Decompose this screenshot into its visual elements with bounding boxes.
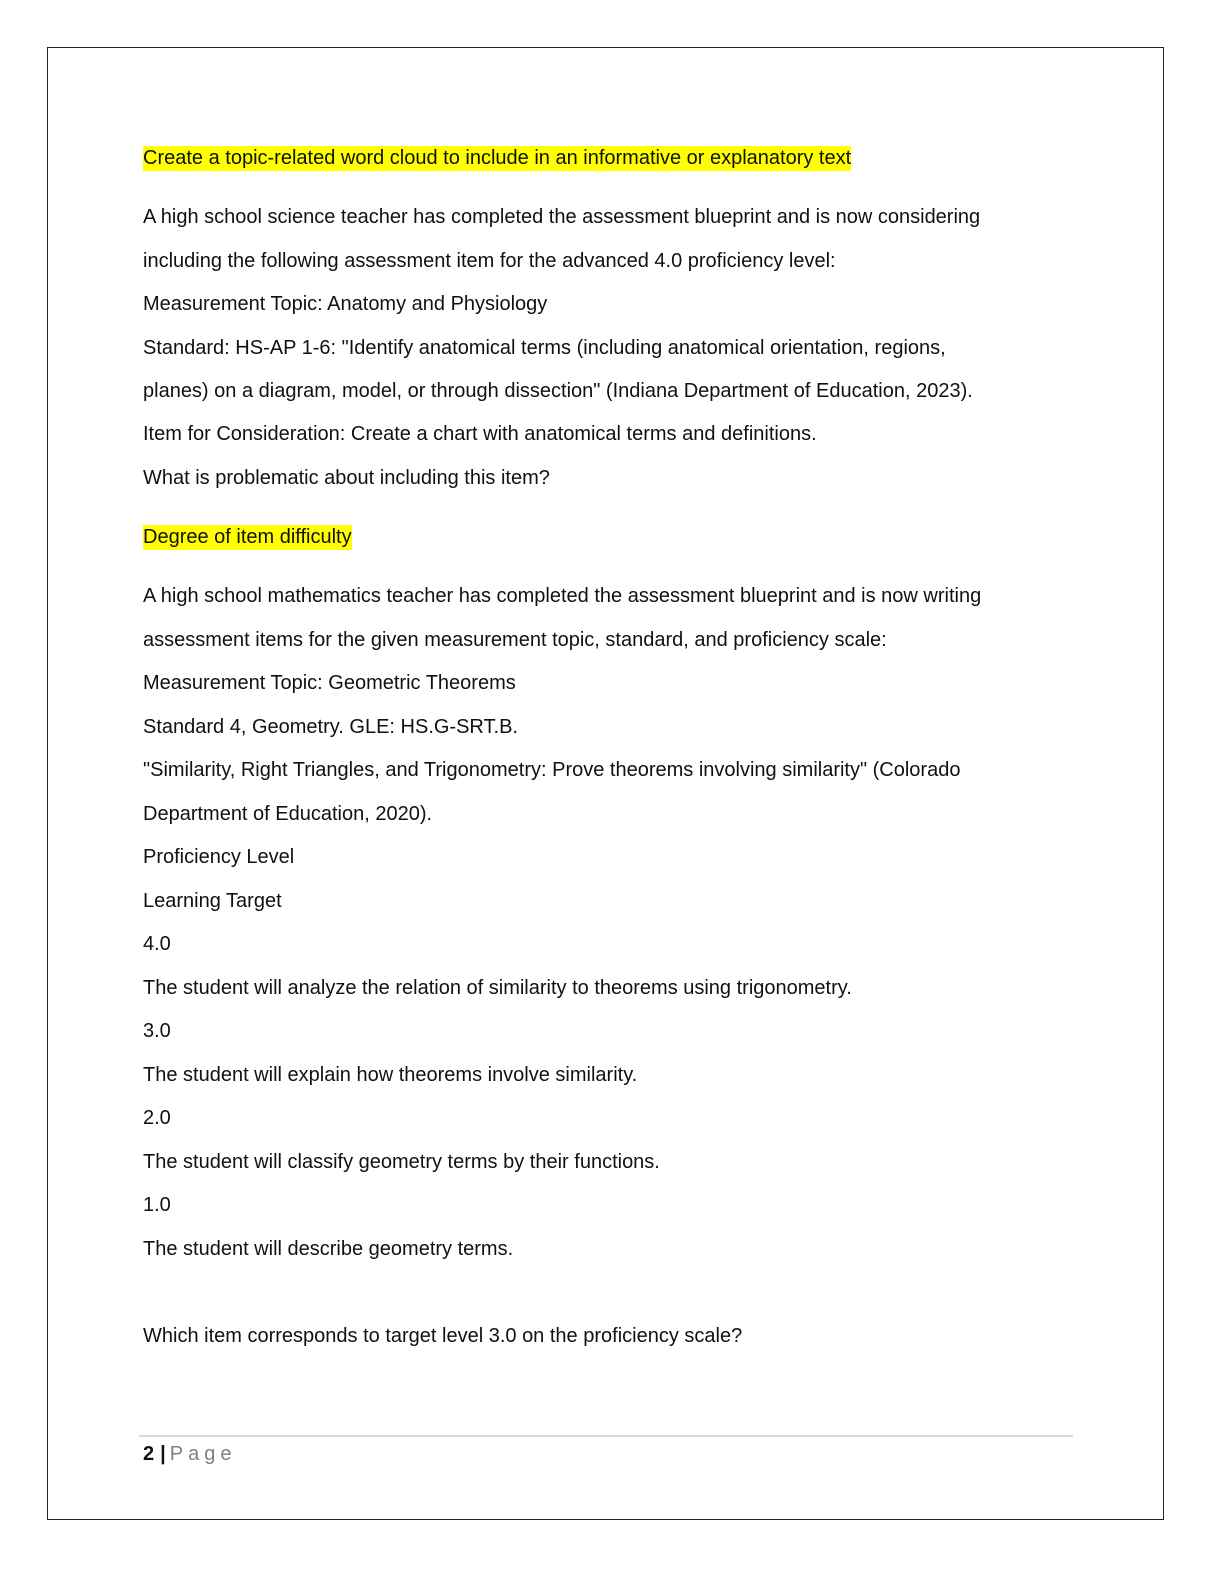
scale-target: The student will analyze the relation of similarity to theorems using trigonometry. (143, 977, 852, 999)
section-heading-word-cloud (143, 145, 851, 171)
scale-header-proficiency-level: Proficiency Level (143, 846, 295, 868)
scale-level: 2.0 (143, 1107, 171, 1129)
highlighted-heading: Degree of item difficulty (143, 526, 352, 548)
footer-separator: | (160, 1443, 166, 1465)
paragraph-line: A high school mathematics teacher has completed the assessment blueprint and is now writing (143, 585, 982, 607)
scale-level: 1.0 (143, 1194, 171, 1216)
scale-target: The student will describe geometry terms. (143, 1238, 514, 1260)
scale-level: 4.0 (143, 933, 171, 955)
page-label: Page (169, 1443, 237, 1465)
scale-target: The student will classify geometry terms by their functions. (143, 1151, 660, 1173)
question-line: What is problematic about including this item? (143, 467, 550, 489)
page-number: 2 (143, 1443, 155, 1465)
standard-line: Standard 4, Geometry. GLE: HS.G-SRT.B. (143, 716, 518, 738)
measurement-topic-line: Measurement Topic: Geometric Theorems (143, 672, 516, 694)
paragraph-line: assessment items for the given measurement topic, standard, and proficiency scale: (143, 629, 887, 651)
measurement-topic-line: Measurement Topic: Anatomy and Physiology (143, 293, 548, 315)
scale-target: The student will explain how theorems involve similarity. (143, 1064, 638, 1086)
standard-line: Standard: HS-AP 1-6: "Identify anatomical terms (including anatomical orientation, regions, (143, 337, 946, 359)
highlighted-heading: Create a topic-related word cloud to include in an informative or explanatory text (143, 147, 852, 169)
standard-line-continued: planes) on a diagram, model, or through dissection" (Indiana Department of Education, 2023). (143, 380, 973, 402)
scale-level: 3.0 (143, 1020, 171, 1042)
final-question: Which item corresponds to target level 3.0 on the proficiency scale? (143, 1325, 743, 1347)
section-heading-item-difficulty (143, 524, 352, 550)
item-for-consideration-line: Item for Consideration: Create a chart with anatomical terms and definitions. (143, 423, 817, 445)
footer-divider (139, 1435, 1073, 1437)
standard-quote-line: "Similarity, Right Triangles, and Trigonometry: Prove theorems involving similarity" (Colorado (143, 759, 961, 781)
paragraph-line: A high school science teacher has completed the assessment blueprint and is now considering (143, 206, 981, 228)
paragraph-line: including the following assessment item for the advanced 4.0 proficiency level: (143, 250, 836, 272)
standard-quote-line-continued: Department of Education, 2020). (143, 803, 433, 825)
scale-header-learning-target: Learning Target (143, 890, 282, 912)
page-footer (143, 1441, 236, 1467)
